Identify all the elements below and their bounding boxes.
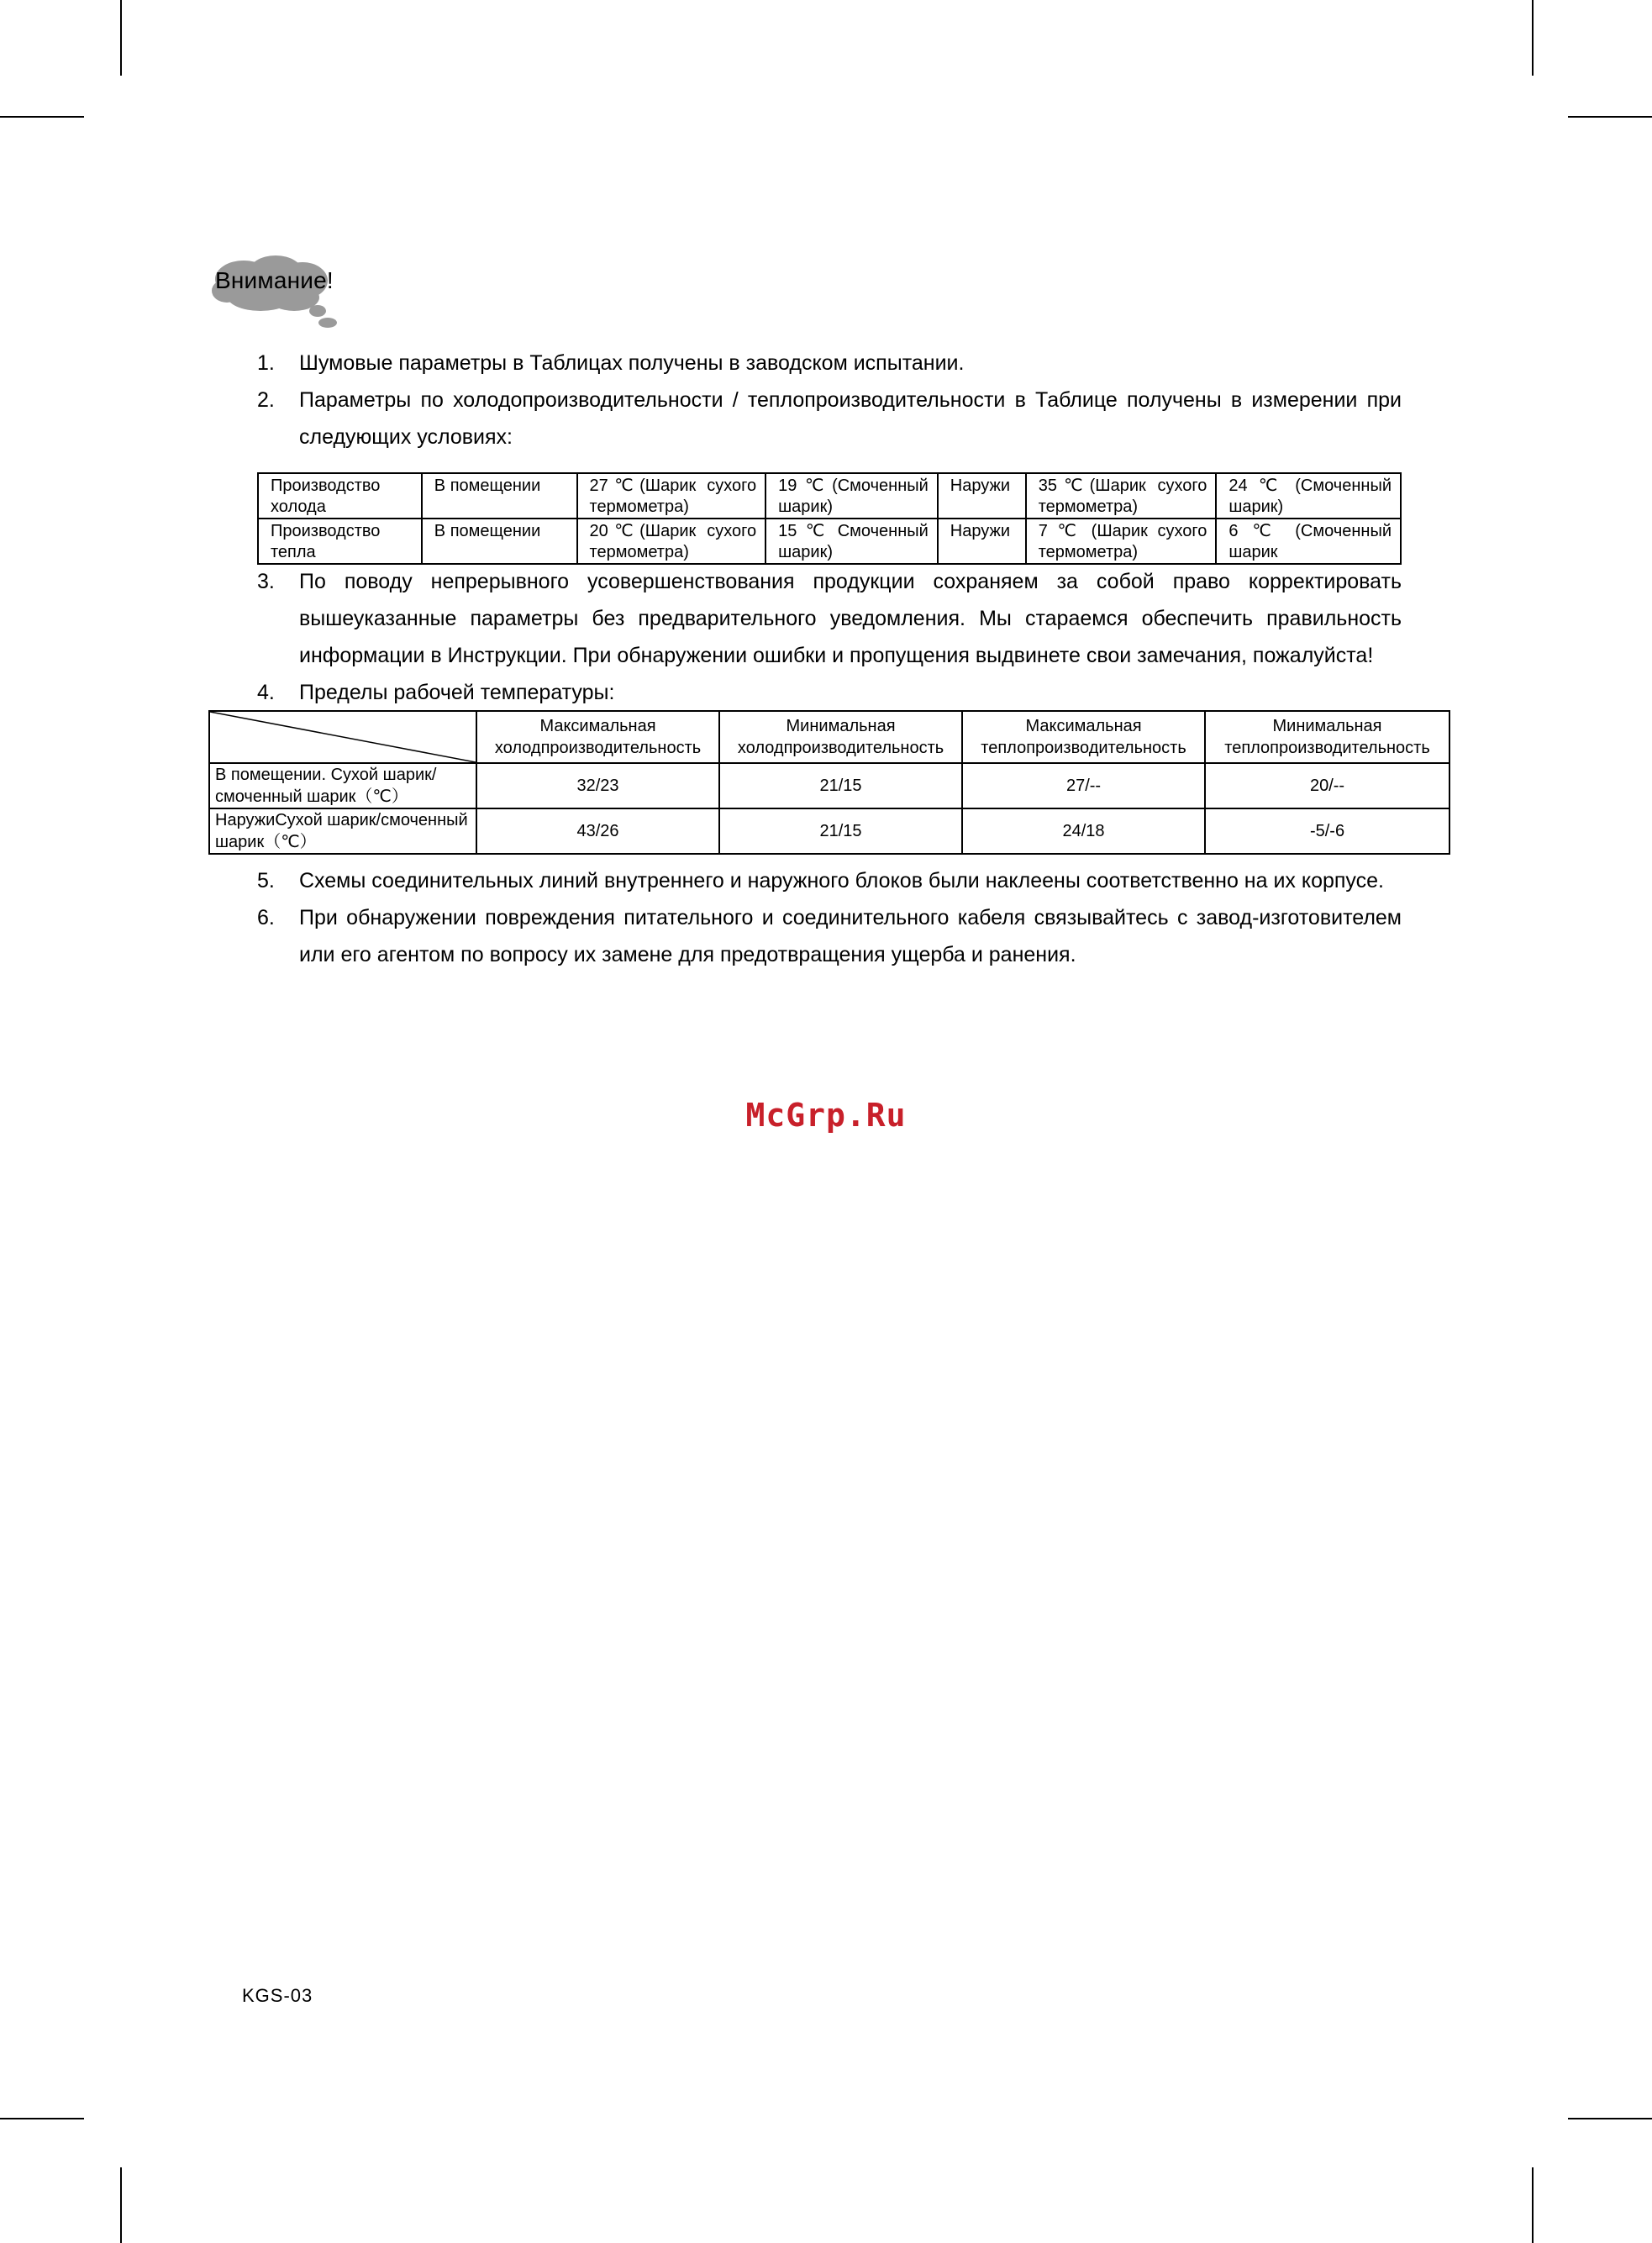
crop-mark [120,0,122,76]
table-cell: Производство холода [258,473,422,519]
table-cell: 19℃(Смоченный шарик) [765,473,938,519]
table-cell: 15 ℃ Смоченный шарик) [765,519,938,564]
list-item [257,862,1402,899]
item-number: 1. [257,351,275,375]
item-number: 4. [257,681,275,704]
table-cell: 7 ℃ (Шарик сухого термометра) [1026,519,1217,564]
list-item [257,563,1402,674]
list-item [257,899,1402,973]
table-cell: 27℃(Шарик сухого термометра) [577,473,766,519]
table-row [209,763,1449,808]
item-number: 5. [257,869,275,892]
table-cell: 20/-- [1205,763,1449,808]
table-cell: Наружи [938,519,1026,564]
table-cell: В помещении [422,473,577,519]
item-number: 2. [257,388,275,412]
table-header-cell: Максимальная теплопроизводительность [962,711,1205,763]
operating-limits-table [208,710,1450,855]
table-row-header: В помещении. Сухой шарик/смоченный шарик（℃） [209,763,476,808]
attention-callout [210,252,345,332]
table-cell: -5/-6 [1205,808,1449,854]
item-text: При обнаружении повреждения питательного и соединительного кабеля связывайтесь с завод-изготовителем или его агентом по вопросу их замене для предотвращения ущерба и ранения. [299,906,1402,966]
item-text: Схемы соединительных линий внутреннего и наружного блоков были наклеены соответственно на их корпусе. [299,869,1385,892]
table-cell: 43/26 [476,808,719,854]
table-header-cell: Минимальная холодпроизводительность [719,711,962,763]
list-item [257,674,1402,711]
test-conditions-table [257,472,1402,565]
item-number: 3. [257,570,275,593]
crop-mark [1568,2118,1652,2119]
table-cell: 6 ℃ (Смоченный шарик [1216,519,1401,564]
diagonal-header-cell [209,711,476,763]
table-header-cell: Минимальная теплопроизводительность [1205,711,1449,763]
table-cell: Производство тепла [258,519,422,564]
table-header-cell: Максимальная холодпроизводительность [476,711,719,763]
table-cell: 32/23 [476,763,719,808]
diagonal-line [210,712,476,762]
watermark-text: McGrp.Ru [745,1097,907,1134]
crop-mark [0,2118,84,2119]
table-cell: 27/-- [962,763,1205,808]
crop-mark [1532,2167,1534,2243]
item-text: Пределы рабочей температуры: [299,681,615,704]
list-item [257,345,1402,382]
crop-mark [1532,0,1534,76]
table-header-row [209,711,1449,763]
table-row [258,473,1401,519]
item-number: 6. [257,906,275,929]
table-row [209,808,1449,854]
table-cell: 21/15 [719,808,962,854]
table-row-header: НаружиСухой шарик/смоченный шарик（℃） [209,808,476,854]
table-row [258,519,1401,564]
table-cell: Наружи [938,473,1026,519]
table-cell: 20℃(Шарик сухого термометра) [577,519,766,564]
table-cell: 21/15 [719,763,962,808]
crop-mark [1568,116,1652,118]
table-cell: 24 ℃ (Смоченный шарик) [1216,473,1401,519]
table-cell: 24/18 [962,808,1205,854]
crop-mark [0,116,84,118]
table-cell: В помещении [422,519,577,564]
attention-label: Внимание! [215,267,334,293]
table-cell: 35℃(Шарик сухого термометра) [1026,473,1217,519]
item-text: Шумовые параметры в Таблицах получены в заводском испытании. [299,351,965,375]
crop-mark [120,2167,122,2243]
list-item [257,382,1402,455]
page-footer-code: KGS-03 [242,1985,313,2006]
item-text: По поводу непрерывного усовершенствования продукции сохраняем за собой право корректировать вышеуказанные параметры без предварительного уведомления. Мы стараемся обеспечить правильность информации в Инструкции. При обнаружении ошибки и пропущения выдвинете свои замечания, пожалуйста! [299,570,1402,667]
item-text: Параметры по холодопроизводительности / теплопроизводительности в Таблице получены в измерении при следующих условиях: [299,388,1402,449]
